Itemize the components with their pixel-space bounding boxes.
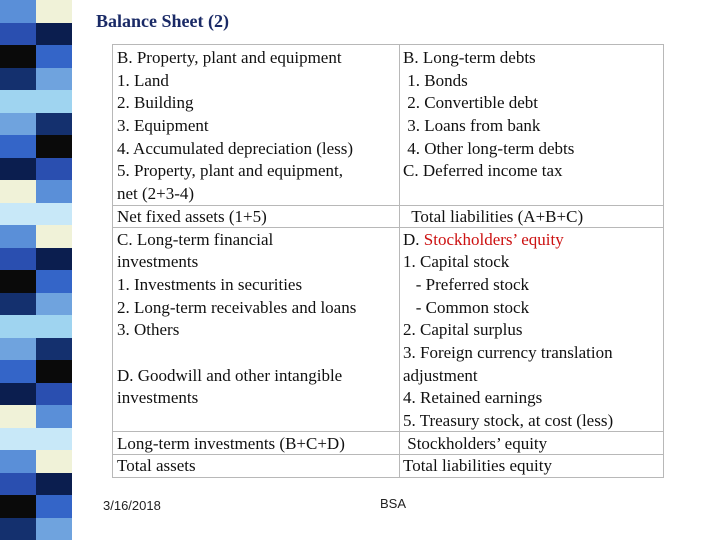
asset-line [117,342,397,365]
stripe-block [36,428,72,451]
stripe-block [36,225,72,248]
stockholders-equity-heading: Stockholders’ equity [423,229,564,249]
stripe-block [36,158,72,181]
liabilities-column [403,47,663,478]
asset-line: 1. Land [117,70,169,90]
stripe-block [36,0,72,23]
asset-line: Long-term investments (B+C+D) [117,433,345,453]
column-divider [399,45,400,477]
asset-line: 4. Accumulated depreciation (less) [117,138,354,158]
stripe-column-right [36,0,72,540]
liability-line: C. Deferred income tax [403,161,563,181]
asset-line: investments [117,388,199,408]
stripe-block [0,293,36,316]
assets-column [117,47,397,478]
asset-line: Net fixed assets (1+5) [117,206,267,226]
stripe-block [36,315,72,338]
stripe-block [0,45,36,68]
stripe-block [0,315,36,338]
stripe-block [36,383,72,406]
stripe-block [36,405,72,428]
liability-line: B. Long-term debts [403,48,536,67]
stripe-block [0,158,36,181]
liability-line: 2. Convertible debt [403,93,539,113]
stripe-block [36,113,72,136]
liability-line: 1. Capital stock [403,252,510,272]
stripe-block [36,180,72,203]
stripe-block [0,428,36,451]
liability-line: - Preferred stock [403,274,530,294]
stripe-block [36,473,72,496]
stripe-block [36,23,72,46]
stripe-column-left [0,0,36,540]
asset-line: 2. Building [117,93,194,113]
stripe-block [0,23,36,46]
stripe-block [0,203,36,226]
asset-line: 5. Property, plant and equipment, [117,161,343,181]
stripe-block [0,113,36,136]
asset-line: D. Goodwill and other intangible [117,365,343,385]
stripe-block [36,68,72,91]
liability-line: 4. Other long-term debts [403,138,575,158]
asset-line: 3. Others [117,320,180,340]
liability-line: 3. Foreign currency translation [403,342,613,362]
footer-date: 3/16/2018 [103,498,161,513]
asset-line: 3. Equipment [117,116,209,136]
stripe-block [0,68,36,91]
stripe-block [0,495,36,518]
liability-line [403,183,663,206]
stripe-block [0,180,36,203]
asset-line: Total assets [117,456,196,476]
stripe-block [36,360,72,383]
asset-line [117,410,397,433]
liability-line: Total liabilities equity [403,456,552,476]
liability-line: - Common stock [403,297,530,317]
liability-line: 4. Retained earnings [403,388,543,408]
stripe-block [0,473,36,496]
stripe-block [36,338,72,361]
liability-line: 3. Loans from bank [403,116,541,136]
stripe-block [0,518,36,540]
stripe-block [0,383,36,406]
stripe-block [0,225,36,248]
liability-line-highlight [403,229,663,252]
stripe-block [36,518,72,540]
stripe-block [0,270,36,293]
stripe-block [36,45,72,68]
stripe-block [0,338,36,361]
asset-line: investments [117,252,199,272]
stripe-block [0,405,36,428]
liability-line: Stockholders’ equity [403,433,548,453]
asset-line: C. Long-term financial [117,229,274,249]
footer-label: BSA [380,496,407,511]
liability-line: 5. Treasury stock, at cost (less) [403,411,614,430]
stripe-block [0,360,36,383]
stripe-block [36,293,72,316]
liability-line: 1. Bonds [403,70,468,90]
stripe-block [36,450,72,473]
stripe-block [36,495,72,518]
slide-title: Balance Sheet (2) [96,11,229,31]
stripe-block [36,203,72,226]
stripe-block [0,248,36,271]
liability-section-prefix: D. [403,229,424,249]
balance-sheet-table [112,44,664,478]
stripe-block [36,90,72,113]
stripe-block [0,90,36,113]
liability-line: Total liabilities (A+B+C) [403,206,584,226]
liability-line: 2. Capital surplus [403,320,523,340]
asset-line: 2. Long-term receivables and loans [117,297,357,317]
stripe-block [0,135,36,158]
stripe-block [36,270,72,293]
stripe-block [0,450,36,473]
stripe-block [0,0,36,23]
asset-line: net (2+3-4) [117,184,195,204]
decorative-stripe [0,0,72,540]
liability-line: adjustment [403,365,478,385]
stripe-block [36,248,72,271]
asset-line: 1. Investments in securities [117,274,303,294]
asset-line: B. Property, plant and equipment [117,48,342,67]
stripe-block [36,135,72,158]
